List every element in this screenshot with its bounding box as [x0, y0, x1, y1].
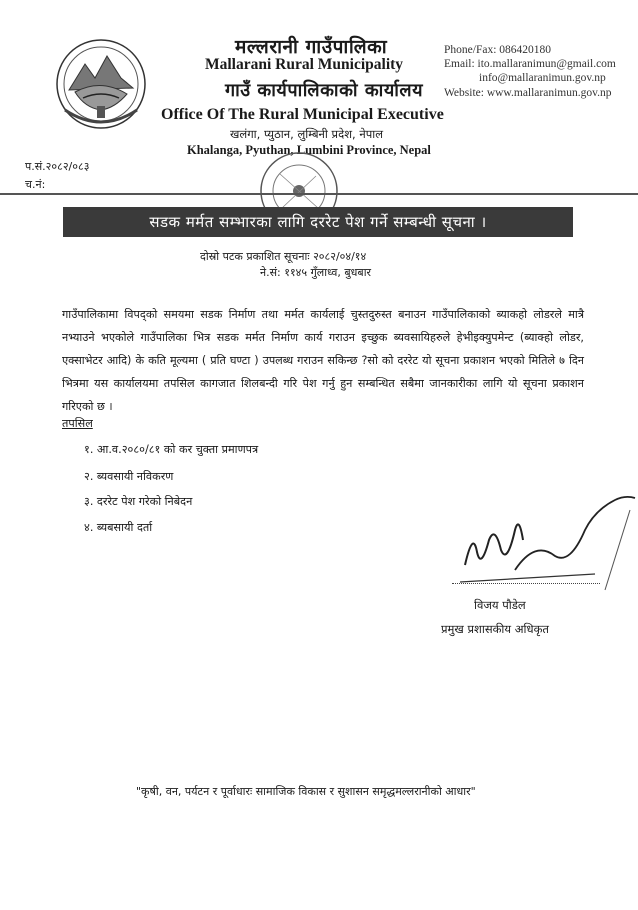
list-item: २. ब्यवसायी नविकरण [84, 470, 174, 483]
list-heading: तपसिल [62, 417, 93, 430]
signature-line [452, 583, 600, 584]
municipality-name-english: Mallarani Rural Municipality [205, 56, 404, 73]
municipality-name-nepali: मल्लरानी गाउँपालिका [235, 36, 388, 58]
office-name-nepali: गाउँ कार्यपालिकाको कार्यालय [225, 80, 424, 101]
header-divider [0, 193, 638, 195]
list-item: ४. ब्यबसायी दर्ता [84, 521, 153, 534]
list-item: ३. दररेट पेश गरेको निबेदन [84, 495, 193, 508]
notice-body: गाउँपालिकामा विपद्को समयमा सडक निर्माण तथा मर्मत कार्यलाई चुस्तदुरुस्त बनाउन गाउँपालिकाको ब्याकहो लोडरले मात्रै नभ्याउने भएकोले गाउँपालिका भित्र सडक मर्मत निर्माण कार्य गराउन इच्छुक ब्यवसायिहरुले हेभीइक्युपमेन्ट (ब्याक्हो लोडर, एक्साभेटर आदि) के कति मूल्यमा ( प्रति घण्टा ) उपलब्ध गराउन सकिन्छ ?सो को दररेट यो सूचना प्रकाशन भएको मितिले ७ दिन भित्रमा यस कार्यालयमा तपसिल कागजात शिलबन्दी गरि पेश गर्नु हुन सम्बन्धित सबैमा जानकारीका लागि यो सूचना प्रकाशन गरिएको छ । [62, 308, 584, 413]
email-primary: Email: ito.mallaranimun@gmail.com [444, 58, 616, 70]
signatory-name: विजय पौडेल [474, 598, 526, 612]
signatory-title: प्रमुख प्रशासकीय अधिकृत [441, 622, 549, 636]
publication-info: दोस्रो पटक प्रकाशित सूचनाः २०८२/०४/१४ [200, 250, 367, 263]
address-english: Khalanga, Pyuthan, Lumbini Province, Nepal [187, 143, 431, 157]
handwritten-signature [455, 470, 638, 610]
address-nepali: खलंगा, प्युठान, लुम्बिनी प्रदेश, नेपाल [230, 127, 384, 141]
dispatch-number: च.नं: [25, 178, 46, 191]
municipality-emblem-logo [55, 38, 147, 130]
phone-fax: Phone/Fax: 086420180 [444, 44, 552, 56]
notice-title-banner [63, 207, 573, 237]
office-name-english: Office Of The Rural Municipal Executive [161, 106, 444, 123]
website: Website: www.mallaranimun.gov.np [444, 87, 612, 99]
list-item: १. आ.व.२०८०/८१ को कर चुक्ता प्रमाणपत्र [84, 443, 259, 456]
nepal-sambat-date: ने.सं: ११४५ गुँलाध्व, बुधबार [260, 266, 372, 279]
notice-title: सडक मर्मत सम्भारका लागि दररेट पेश गर्ने सम्बन्धी सूचना । [149, 213, 487, 231]
footer-slogan: "कृषी, वन, पर्यटन र पूर्वाधारः सामाजिक विकास र सुशासन समृद्धमल्लरानीको आधार" [136, 785, 476, 798]
letter-number: प.सं.२०८२/०८३ [25, 160, 90, 173]
email-secondary: info@mallaranimun.gov.np [479, 72, 606, 84]
